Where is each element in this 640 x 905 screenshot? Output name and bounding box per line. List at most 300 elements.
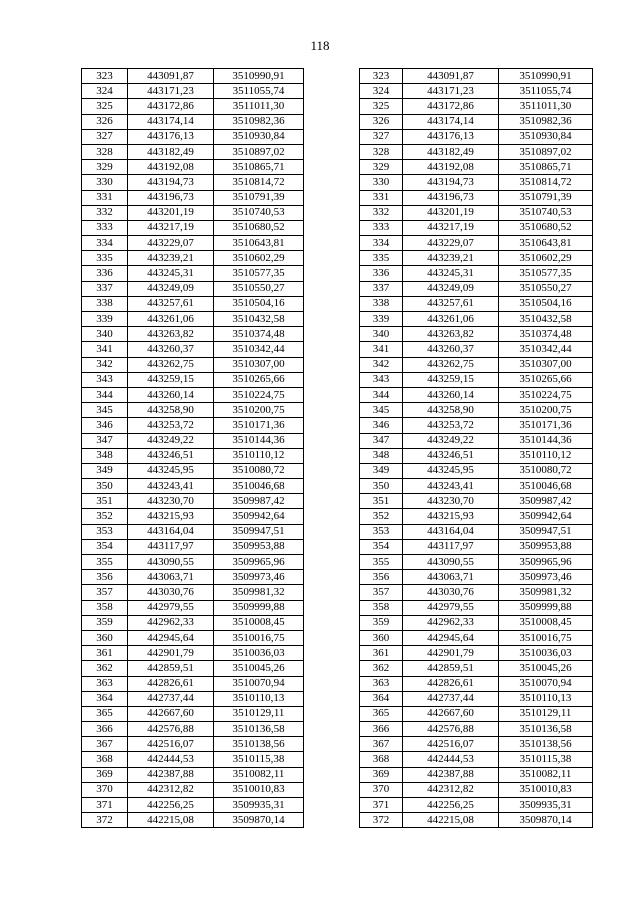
x-coordinate-cell: 443245,95 xyxy=(128,463,214,478)
table-row xyxy=(360,144,593,159)
y-coordinate-cell: 3510082,11 xyxy=(499,767,593,782)
table-row xyxy=(82,463,304,478)
y-coordinate-cell: 3510680,52 xyxy=(499,220,593,235)
table-row xyxy=(82,129,304,144)
table-row xyxy=(82,84,304,99)
x-coordinate-cell: 443176,13 xyxy=(403,129,499,144)
coordinates-table-left xyxy=(81,68,304,828)
x-coordinate-cell: 443263,82 xyxy=(128,327,214,342)
point-number-cell: 333 xyxy=(82,220,128,235)
table-row xyxy=(82,615,304,630)
x-coordinate-cell: 443196,73 xyxy=(128,190,214,205)
y-coordinate-cell: 3510036,03 xyxy=(499,646,593,661)
x-coordinate-cell: 443249,09 xyxy=(403,281,499,296)
point-number-cell: 368 xyxy=(82,752,128,767)
table-row xyxy=(360,387,593,402)
x-coordinate-cell: 442215,08 xyxy=(403,813,499,828)
point-number-cell: 371 xyxy=(82,798,128,813)
y-coordinate-cell: 3510643,81 xyxy=(214,236,304,251)
table-row xyxy=(82,539,304,554)
x-coordinate-cell: 442256,25 xyxy=(403,798,499,813)
table-row xyxy=(82,570,304,585)
y-coordinate-cell: 3510982,36 xyxy=(214,114,304,129)
table-row xyxy=(360,782,593,797)
table-row xyxy=(82,372,304,387)
table-row xyxy=(360,266,593,281)
y-coordinate-cell: 3510791,39 xyxy=(499,190,593,205)
x-coordinate-cell: 442215,08 xyxy=(128,813,214,828)
y-coordinate-cell: 3509999,88 xyxy=(499,600,593,615)
y-coordinate-cell: 3509935,31 xyxy=(499,798,593,813)
x-coordinate-cell: 443249,09 xyxy=(128,281,214,296)
x-coordinate-cell: 443259,15 xyxy=(128,372,214,387)
y-coordinate-cell: 3510115,38 xyxy=(499,752,593,767)
x-coordinate-cell: 442901,79 xyxy=(128,646,214,661)
table-row xyxy=(82,357,304,372)
y-coordinate-cell: 3510046,68 xyxy=(499,479,593,494)
x-coordinate-cell: 443194,73 xyxy=(403,175,499,190)
y-coordinate-cell: 3509999,88 xyxy=(214,600,304,615)
y-coordinate-cell: 3510897,02 xyxy=(499,144,593,159)
point-number-cell: 354 xyxy=(82,539,128,554)
point-number-cell: 364 xyxy=(360,691,403,706)
table-row xyxy=(82,312,304,327)
x-coordinate-cell: 443259,15 xyxy=(403,372,499,387)
point-number-cell: 327 xyxy=(82,129,128,144)
y-coordinate-cell: 3510136,58 xyxy=(214,722,304,737)
point-number-cell: 344 xyxy=(82,387,128,402)
y-coordinate-cell: 3510265,66 xyxy=(499,372,593,387)
point-number-cell: 334 xyxy=(360,236,403,251)
y-coordinate-cell: 3510010,83 xyxy=(214,782,304,797)
x-coordinate-cell: 443194,73 xyxy=(128,175,214,190)
x-coordinate-cell: 443063,71 xyxy=(128,570,214,585)
point-number-cell: 362 xyxy=(82,661,128,676)
y-coordinate-cell: 3510138,56 xyxy=(214,737,304,752)
y-coordinate-cell: 3510814,72 xyxy=(214,175,304,190)
point-number-cell: 353 xyxy=(82,524,128,539)
y-coordinate-cell: 3510307,00 xyxy=(214,357,304,372)
table-row xyxy=(360,160,593,175)
y-coordinate-cell: 3509947,51 xyxy=(214,524,304,539)
x-coordinate-cell: 443174,14 xyxy=(403,114,499,129)
point-number-cell: 370 xyxy=(82,782,128,797)
point-number-cell: 331 xyxy=(360,190,403,205)
point-number-cell: 325 xyxy=(82,99,128,114)
table-row xyxy=(82,798,304,813)
x-coordinate-cell: 443117,97 xyxy=(128,539,214,554)
point-number-cell: 372 xyxy=(82,813,128,828)
table-row xyxy=(82,327,304,342)
point-number-cell: 354 xyxy=(360,539,403,554)
point-number-cell: 330 xyxy=(82,175,128,190)
x-coordinate-cell: 443261,06 xyxy=(128,312,214,327)
x-coordinate-cell: 443262,75 xyxy=(403,357,499,372)
y-coordinate-cell: 3510740,53 xyxy=(214,205,304,220)
y-coordinate-cell: 3510008,45 xyxy=(499,615,593,630)
table-row xyxy=(82,403,304,418)
y-coordinate-cell: 3510814,72 xyxy=(499,175,593,190)
point-number-cell: 364 xyxy=(82,691,128,706)
y-coordinate-cell: 3511011,30 xyxy=(214,99,304,114)
table-row xyxy=(82,661,304,676)
table-row xyxy=(82,691,304,706)
y-coordinate-cell: 3509965,96 xyxy=(499,555,593,570)
table-row xyxy=(360,69,593,84)
table-row xyxy=(360,448,593,463)
point-number-cell: 341 xyxy=(360,342,403,357)
point-number-cell: 346 xyxy=(82,418,128,433)
point-number-cell: 348 xyxy=(360,448,403,463)
table-row xyxy=(360,752,593,767)
x-coordinate-cell: 443192,08 xyxy=(128,160,214,175)
x-coordinate-cell: 442737,44 xyxy=(128,691,214,706)
x-coordinate-cell: 443117,97 xyxy=(403,539,499,554)
x-coordinate-cell: 443230,70 xyxy=(403,494,499,509)
x-coordinate-cell: 442444,53 xyxy=(403,752,499,767)
point-number-cell: 324 xyxy=(360,84,403,99)
table-row xyxy=(360,327,593,342)
x-coordinate-cell: 443201,19 xyxy=(403,205,499,220)
x-coordinate-cell: 443253,72 xyxy=(403,418,499,433)
x-coordinate-cell: 443260,37 xyxy=(128,342,214,357)
point-number-cell: 352 xyxy=(360,509,403,524)
y-coordinate-cell: 3510865,71 xyxy=(499,160,593,175)
table-row xyxy=(360,129,593,144)
x-coordinate-cell: 442945,64 xyxy=(403,630,499,645)
point-number-cell: 355 xyxy=(360,555,403,570)
table-row xyxy=(82,555,304,570)
y-coordinate-cell: 3510080,72 xyxy=(499,463,593,478)
y-coordinate-cell: 3509981,32 xyxy=(214,585,304,600)
x-coordinate-cell: 443245,31 xyxy=(128,266,214,281)
point-number-cell: 339 xyxy=(360,312,403,327)
table-row xyxy=(82,813,304,828)
point-number-cell: 331 xyxy=(82,190,128,205)
point-number-cell: 350 xyxy=(360,479,403,494)
point-number-cell: 361 xyxy=(360,646,403,661)
x-coordinate-cell: 442826,61 xyxy=(128,676,214,691)
y-coordinate-cell: 3510129,11 xyxy=(499,706,593,721)
x-coordinate-cell: 442387,88 xyxy=(128,767,214,782)
point-number-cell: 369 xyxy=(360,767,403,782)
x-coordinate-cell: 443090,55 xyxy=(128,555,214,570)
table-row xyxy=(360,813,593,828)
y-coordinate-cell: 3510224,75 xyxy=(499,387,593,402)
point-number-cell: 343 xyxy=(360,372,403,387)
x-coordinate-cell: 443171,23 xyxy=(403,84,499,99)
table-row xyxy=(360,646,593,661)
table-row xyxy=(82,479,304,494)
y-coordinate-cell: 3510070,94 xyxy=(214,676,304,691)
table-row xyxy=(82,767,304,782)
x-coordinate-cell: 443176,13 xyxy=(128,129,214,144)
table-row xyxy=(360,570,593,585)
point-number-cell: 335 xyxy=(360,251,403,266)
y-coordinate-cell: 3510602,29 xyxy=(214,251,304,266)
point-number-cell: 336 xyxy=(82,266,128,281)
table-row xyxy=(360,539,593,554)
point-number-cell: 345 xyxy=(360,403,403,418)
x-coordinate-cell: 443246,51 xyxy=(403,448,499,463)
x-coordinate-cell: 443249,22 xyxy=(128,433,214,448)
point-number-cell: 341 xyxy=(82,342,128,357)
x-coordinate-cell: 443260,14 xyxy=(403,387,499,402)
point-number-cell: 356 xyxy=(82,570,128,585)
y-coordinate-cell: 3509973,46 xyxy=(214,570,304,585)
y-coordinate-cell: 3509942,64 xyxy=(499,509,593,524)
y-coordinate-cell: 3510080,72 xyxy=(214,463,304,478)
point-number-cell: 359 xyxy=(360,615,403,630)
table-row xyxy=(82,418,304,433)
table-row xyxy=(82,114,304,129)
point-number-cell: 329 xyxy=(360,160,403,175)
y-coordinate-cell: 3510110,13 xyxy=(499,691,593,706)
point-number-cell: 332 xyxy=(360,205,403,220)
table-row xyxy=(360,585,593,600)
table-row xyxy=(360,509,593,524)
y-coordinate-cell: 3509973,46 xyxy=(499,570,593,585)
point-number-cell: 352 xyxy=(82,509,128,524)
y-coordinate-cell: 3510643,81 xyxy=(499,236,593,251)
point-number-cell: 348 xyxy=(82,448,128,463)
x-coordinate-cell: 443243,41 xyxy=(128,479,214,494)
table-row xyxy=(82,342,304,357)
point-number-cell: 367 xyxy=(82,737,128,752)
point-number-cell: 350 xyxy=(82,479,128,494)
x-coordinate-cell: 443172,86 xyxy=(403,99,499,114)
y-coordinate-cell: 3510577,35 xyxy=(214,266,304,281)
x-coordinate-cell: 442576,88 xyxy=(128,722,214,737)
y-coordinate-cell: 3510930,84 xyxy=(214,129,304,144)
point-number-cell: 342 xyxy=(82,357,128,372)
table-row xyxy=(82,494,304,509)
y-coordinate-cell: 3510265,66 xyxy=(214,372,304,387)
x-coordinate-cell: 442667,60 xyxy=(403,706,499,721)
point-number-cell: 334 xyxy=(82,236,128,251)
x-coordinate-cell: 442979,55 xyxy=(403,600,499,615)
table-row xyxy=(82,205,304,220)
table-row xyxy=(360,433,593,448)
point-number-cell: 363 xyxy=(82,676,128,691)
y-coordinate-cell: 3510432,58 xyxy=(499,312,593,327)
table-row xyxy=(360,600,593,615)
x-coordinate-cell: 443171,23 xyxy=(128,84,214,99)
y-coordinate-cell: 3509987,42 xyxy=(214,494,304,509)
point-number-cell: 349 xyxy=(360,463,403,478)
point-number-cell: 368 xyxy=(360,752,403,767)
y-coordinate-cell: 3510045,26 xyxy=(499,661,593,676)
table-row xyxy=(360,661,593,676)
y-coordinate-cell: 3509987,42 xyxy=(499,494,593,509)
point-number-cell: 360 xyxy=(82,630,128,645)
y-coordinate-cell: 3510110,12 xyxy=(214,448,304,463)
y-coordinate-cell: 3510740,53 xyxy=(499,205,593,220)
table-row xyxy=(82,600,304,615)
table-row xyxy=(360,372,593,387)
table-row xyxy=(82,220,304,235)
point-number-cell: 327 xyxy=(360,129,403,144)
point-number-cell: 367 xyxy=(360,737,403,752)
y-coordinate-cell: 3509953,88 xyxy=(499,539,593,554)
x-coordinate-cell: 442962,33 xyxy=(403,615,499,630)
y-coordinate-cell: 3509942,64 xyxy=(214,509,304,524)
x-coordinate-cell: 443091,87 xyxy=(403,69,499,84)
point-number-cell: 351 xyxy=(82,494,128,509)
y-coordinate-cell: 3510602,29 xyxy=(499,251,593,266)
x-coordinate-cell: 443258,90 xyxy=(128,403,214,418)
table-row xyxy=(82,448,304,463)
table-row xyxy=(360,767,593,782)
point-number-cell: 362 xyxy=(360,661,403,676)
x-coordinate-cell: 443215,93 xyxy=(403,509,499,524)
table-row xyxy=(360,418,593,433)
table-row xyxy=(82,524,304,539)
table-row xyxy=(360,737,593,752)
table-row xyxy=(360,251,593,266)
point-number-cell: 359 xyxy=(82,615,128,630)
y-coordinate-cell: 3510046,68 xyxy=(214,479,304,494)
point-number-cell: 340 xyxy=(82,327,128,342)
y-coordinate-cell: 3510374,48 xyxy=(214,327,304,342)
x-coordinate-cell: 442737,44 xyxy=(403,691,499,706)
point-number-cell: 357 xyxy=(360,585,403,600)
table-row xyxy=(82,281,304,296)
x-coordinate-cell: 443174,14 xyxy=(128,114,214,129)
table-body-right xyxy=(360,69,593,828)
point-number-cell: 340 xyxy=(360,327,403,342)
y-coordinate-cell: 3510990,91 xyxy=(214,69,304,84)
table-row xyxy=(360,114,593,129)
y-coordinate-cell: 3511055,74 xyxy=(499,84,593,99)
table-row xyxy=(360,555,593,570)
point-number-cell: 332 xyxy=(82,205,128,220)
table-row xyxy=(360,676,593,691)
x-coordinate-cell: 443243,41 xyxy=(403,479,499,494)
x-coordinate-cell: 443229,07 xyxy=(128,236,214,251)
x-coordinate-cell: 443257,61 xyxy=(128,296,214,311)
table-row xyxy=(360,403,593,418)
table-row xyxy=(360,175,593,190)
table-row xyxy=(360,524,593,539)
table-row xyxy=(82,509,304,524)
y-coordinate-cell: 3510990,91 xyxy=(499,69,593,84)
point-number-cell: 326 xyxy=(360,114,403,129)
x-coordinate-cell: 443230,70 xyxy=(128,494,214,509)
y-coordinate-cell: 3510200,75 xyxy=(499,403,593,418)
x-coordinate-cell: 443196,73 xyxy=(403,190,499,205)
point-number-cell: 342 xyxy=(360,357,403,372)
point-number-cell: 371 xyxy=(360,798,403,813)
table-row xyxy=(82,630,304,645)
x-coordinate-cell: 443217,19 xyxy=(403,220,499,235)
table-body-left xyxy=(82,69,304,828)
x-coordinate-cell: 442312,82 xyxy=(128,782,214,797)
table-row xyxy=(360,691,593,706)
x-coordinate-cell: 442444,53 xyxy=(128,752,214,767)
point-number-cell: 345 xyxy=(82,403,128,418)
table-row xyxy=(82,676,304,691)
y-coordinate-cell: 3510224,75 xyxy=(214,387,304,402)
table-row xyxy=(360,342,593,357)
point-number-cell: 357 xyxy=(82,585,128,600)
point-number-cell: 365 xyxy=(360,706,403,721)
table-row xyxy=(360,84,593,99)
y-coordinate-cell: 3510008,45 xyxy=(214,615,304,630)
table-row xyxy=(360,357,593,372)
y-coordinate-cell: 3510016,75 xyxy=(499,630,593,645)
point-number-cell: 339 xyxy=(82,312,128,327)
x-coordinate-cell: 443239,21 xyxy=(128,251,214,266)
x-coordinate-cell: 442945,64 xyxy=(128,630,214,645)
point-number-cell: 336 xyxy=(360,266,403,281)
table-row xyxy=(360,615,593,630)
point-number-cell: 360 xyxy=(360,630,403,645)
x-coordinate-cell: 442387,88 xyxy=(403,767,499,782)
point-number-cell: 330 xyxy=(360,175,403,190)
x-coordinate-cell: 443030,76 xyxy=(403,585,499,600)
y-coordinate-cell: 3510432,58 xyxy=(214,312,304,327)
y-coordinate-cell: 3510982,36 xyxy=(499,114,593,129)
y-coordinate-cell: 3510550,27 xyxy=(214,281,304,296)
point-number-cell: 355 xyxy=(82,555,128,570)
table-row xyxy=(360,220,593,235)
table-row xyxy=(82,433,304,448)
table-row xyxy=(360,205,593,220)
x-coordinate-cell: 443164,04 xyxy=(128,524,214,539)
x-coordinate-cell: 443253,72 xyxy=(128,418,214,433)
table-row xyxy=(360,494,593,509)
x-coordinate-cell: 443263,82 xyxy=(403,327,499,342)
table-row xyxy=(360,798,593,813)
table-row xyxy=(360,236,593,251)
x-coordinate-cell: 443262,75 xyxy=(128,357,214,372)
table-row xyxy=(82,585,304,600)
table-row xyxy=(360,190,593,205)
table-row xyxy=(82,782,304,797)
point-number-cell: 365 xyxy=(82,706,128,721)
x-coordinate-cell: 443091,87 xyxy=(128,69,214,84)
y-coordinate-cell: 3510504,16 xyxy=(214,296,304,311)
x-coordinate-cell: 442826,61 xyxy=(403,676,499,691)
x-coordinate-cell: 442516,07 xyxy=(128,737,214,752)
y-coordinate-cell: 3510791,39 xyxy=(214,190,304,205)
point-number-cell: 323 xyxy=(82,69,128,84)
x-coordinate-cell: 443245,95 xyxy=(403,463,499,478)
table-row xyxy=(360,99,593,114)
point-number-cell: 347 xyxy=(82,433,128,448)
y-coordinate-cell: 3510010,83 xyxy=(499,782,593,797)
y-coordinate-cell: 3510082,11 xyxy=(214,767,304,782)
y-coordinate-cell: 3510070,94 xyxy=(499,676,593,691)
table-row xyxy=(82,646,304,661)
y-coordinate-cell: 3509965,96 xyxy=(214,555,304,570)
point-number-cell: 358 xyxy=(360,600,403,615)
point-number-cell: 346 xyxy=(360,418,403,433)
point-number-cell: 369 xyxy=(82,767,128,782)
x-coordinate-cell: 443245,31 xyxy=(403,266,499,281)
y-coordinate-cell: 3510016,75 xyxy=(214,630,304,645)
x-coordinate-cell: 442312,82 xyxy=(403,782,499,797)
table-row xyxy=(82,387,304,402)
x-coordinate-cell: 443261,06 xyxy=(403,312,499,327)
y-coordinate-cell: 3510110,13 xyxy=(214,691,304,706)
x-coordinate-cell: 442516,07 xyxy=(403,737,499,752)
x-coordinate-cell: 443258,90 xyxy=(403,403,499,418)
x-coordinate-cell: 442256,25 xyxy=(128,798,214,813)
y-coordinate-cell: 3510171,36 xyxy=(214,418,304,433)
point-number-cell: 372 xyxy=(360,813,403,828)
